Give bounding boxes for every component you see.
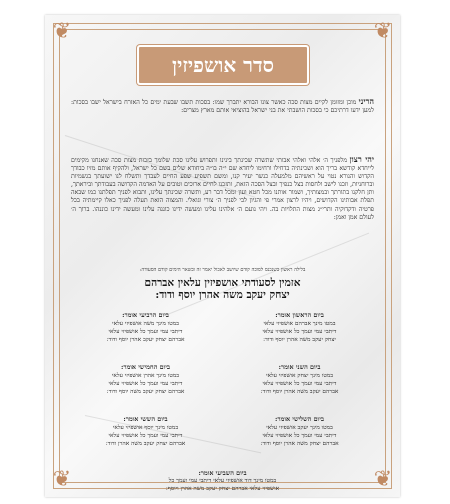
day-line: אברהם יצחק יעקב אהרן יוסף ודוד:: [106, 337, 185, 343]
ornament-icon: ❦: [373, 467, 393, 492]
day-line: במטו מינך משה אושפיזי עלאי: [112, 321, 179, 327]
day-heading: ביום החמישי אומר:: [121, 363, 170, 371]
day-line: אברהם יצחק יעקב משה יוסף ודוד:: [106, 389, 185, 395]
day-heading: ביום הראשון אומר:: [275, 311, 324, 319]
day-line: דיתבי עמי ועמך כל אושפיזי עלאי: [262, 329, 337, 335]
day-heading: ביום השני אומר:: [278, 363, 321, 371]
invitation-line: אזמין לסעודתי אושפיזין עלאין אברהם: [144, 277, 301, 289]
day-block: [73, 311, 218, 344]
ornament-icon: ❦: [52, 19, 72, 44]
day-heading: ביום הרביעי אומר:: [122, 311, 169, 319]
intro-lead: הריני: [358, 96, 374, 106]
intro-text: מוכן ומזומן לקיים מצות סכה כאשר צונו הבורא יתברך שמו: בסכות תשבו שבעת ימים כל האזרח בישראל ישבו בסכות: למען ידעו דרתיכם כי בסכות הושבתי את בני ישראל בהוציאי אותם מארץ מצרים:: [71, 99, 374, 115]
days-grid: [73, 311, 372, 471]
day-heading: ביום השביעי אומר:: [198, 469, 247, 477]
day-line: במטו מינך יעקב אושפיזי עלאי: [266, 425, 333, 431]
day-block: [73, 415, 218, 448]
day-line: דיתבי עמי ועמך כל אושפיזי עלאי: [108, 329, 183, 335]
instruction-note: בלילה ראשון כשנכנס לסוכה קודם שיושב לאכול יאמר זה ובשאר הימים קודם הסעודה:: [139, 267, 306, 273]
day-block-seventh: [105, 469, 340, 493]
prayer-text: מלפניך ה׳ אלהי ואלהי אבותי שתשרה שכינתך בינינו ותפרוש עלינו סכת שלומך בזכות מצות סכה שאנחנו מקימים לייחדא קודשא בריך הוא ושכינתיה בדחילו ורחימו ליחדא שם י״ה בו״ה ביחודא שלים בשם כל ישראל, ולהקיף אותם מזיו כבודך הקדוש והנורא נטוי על ראשיהם מלמעלה כנשר יעיר קנו, ומשם תשפיע שפע החיים לעבדך ותשלח לנו ישועתך בגשמיות וברוחניות, וזכנו לישב ולחסות בצל כנפיך ובצל הסכה הזאת, ותזכנו לחיים ארוכים וטובים על האדמה הקדושה בעבודתך וביראתך, ותן חלקנו בתורתך ובמצותיך, ושמור אותנו מכל חטא ועון ומכל דבר רע, ותשרה שכינתך עלינו, ותבוא לפניך תפלתנו כמו שבאה תפלת אבותינו הקדושים, ויהיו לרצון אמרי פי והגיון לבי לפניך ה׳ צורי וגואלי. והמצוה הזאת תעלה לפניך כאלו קיימתיה בכל פרטיה ודקדוקיה ותרי״ג מצות התלויות בה. ויהי נועם ה׳ אלהינו עלינו ומעשה ידינו כוננה עלינו ומעשה ידינו כוננהו. ברוך ה׳ לעולם אמן ואמן:: [71, 157, 374, 221]
day-line: אברהם יצחק משה אהרן יוסף ודוד:: [260, 441, 339, 447]
intro-paragraph: [71, 97, 374, 115]
day-line: דיתבי עמי ועמך כל אושפיזי עלאי: [262, 433, 337, 439]
day-heading: ביום השלישי אומר:: [275, 415, 324, 423]
day-heading: ביום הששי אומר:: [123, 415, 168, 423]
ornament-icon: ❦: [373, 19, 393, 44]
day-line: במטו מינך אהרן אושפיזי עלאי: [111, 373, 180, 379]
prayer-paragraph: [71, 155, 374, 222]
ornament-icon: ❦: [52, 467, 72, 492]
day-line: דיתבי עמי ועמך כל אושפיזי עלאי: [108, 381, 183, 387]
poster: [45, 15, 400, 497]
day-block: [227, 363, 372, 396]
day-line: במטו מינך יוסף אושפיזי עלאי: [112, 425, 179, 431]
day-line: יצחק יעקב משה אהרן יוסף ודוד:: [263, 337, 336, 343]
page-title: סדר אושפיזין: [137, 45, 309, 85]
invitation-line: יצחק יעקב משה אהרן יוסף ודוד:: [155, 289, 290, 301]
day-line: במטו מינך אברהם אושפיזי עלאי: [263, 321, 336, 327]
day-line: אברהם יצחק יעקב משה אהרן ודוד:: [105, 441, 186, 447]
day-line: במטו מינך דוד אושפיזי עלאי דיתבי עמי ועמך כל: [168, 478, 277, 484]
day-block: [227, 415, 372, 448]
day-line: אושפיזי עלאי אברהם יצחק יעקב משה אהרן ויוסף:: [165, 486, 280, 492]
prayer-lead: יהי רצון: [349, 154, 374, 164]
day-line: במטו מינך יצחק אושפיזי עלאי: [265, 373, 334, 379]
day-block: [73, 363, 218, 396]
day-line: דיתבי עמי ועמך כל אושפיזי עלאי: [108, 433, 183, 439]
day-block: [227, 311, 372, 344]
day-line: דיתבי עמי ועמך כל אושפיזי עלאי: [262, 381, 337, 387]
day-line: אברהם יעקב משה אהרן יוסף ודוד:: [260, 389, 339, 395]
invitation-text: [71, 277, 374, 301]
